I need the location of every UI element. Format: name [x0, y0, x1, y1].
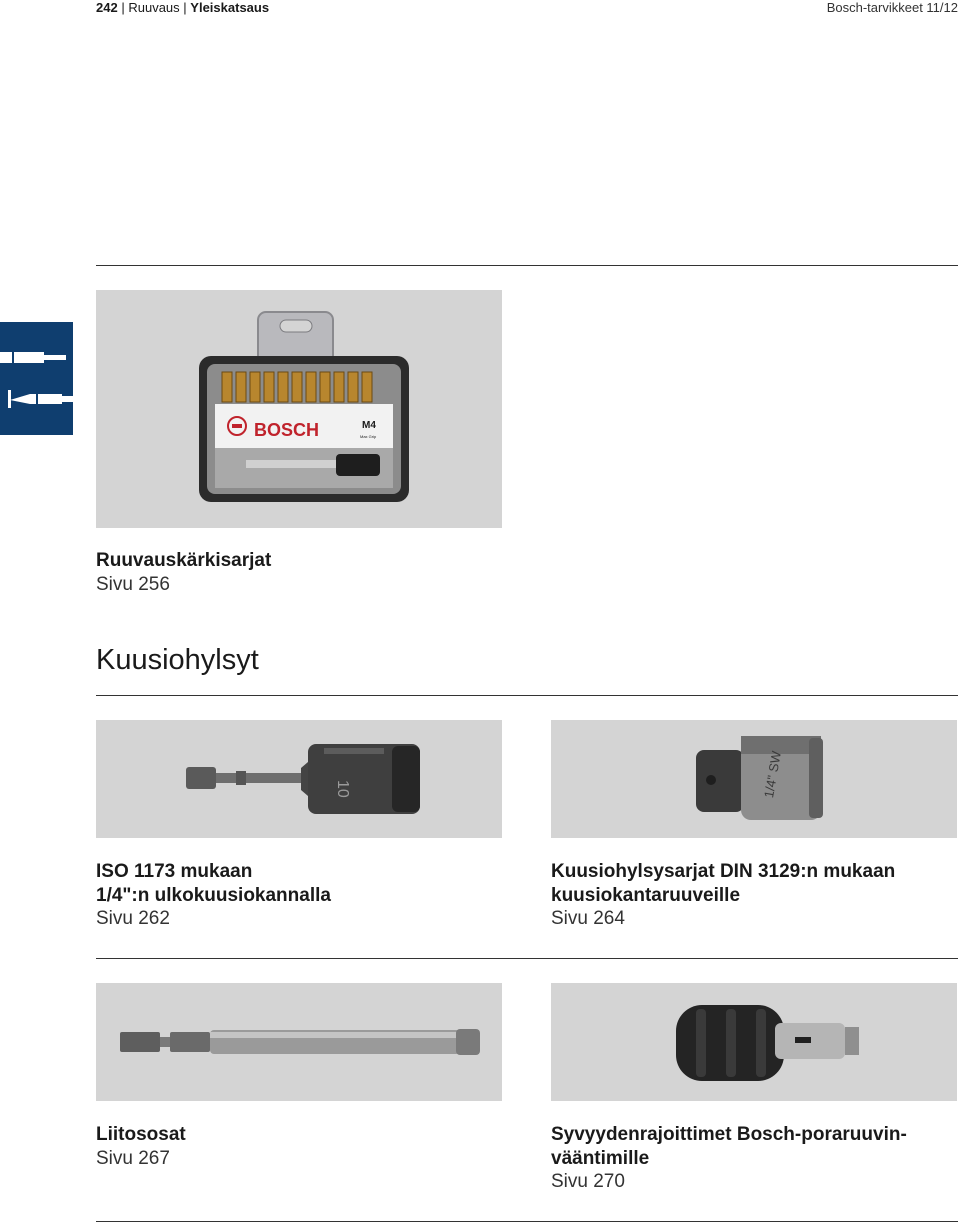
item-title-line2: 1/4":n ulkokuusiokannalla [96, 884, 331, 906]
item-page-ref: Sivu 256 [96, 573, 170, 595]
item-page-ref: Sivu 262 [96, 908, 170, 929]
box-brand: BOSCH [254, 420, 320, 440]
item-adapters [96, 1123, 186, 1170]
box-sublabel: Max Grip [360, 434, 377, 439]
photo-depth-stop [551, 983, 957, 1101]
header-section: Ruuvaus [128, 0, 180, 15]
socket-marking: 1/4" SW [761, 749, 785, 800]
chapter-tab-screwdriver-icon [0, 322, 73, 435]
item-bit-sets [96, 549, 271, 596]
item-title-line1: ISO 1173 mukaan [96, 861, 253, 882]
header-catalog: Bosch-tarvikkeet 11/12 [826, 0, 958, 15]
item-socket-sets [551, 860, 895, 931]
header-breadcrumb [96, 0, 269, 16]
item-title-line2: kuusiokantaruuveille [551, 884, 741, 906]
item-page-ref: Sivu 270 [551, 1171, 625, 1192]
box-label: M4 [362, 420, 376, 431]
item-page-ref: Sivu 264 [551, 908, 625, 929]
photo-extension [96, 983, 502, 1101]
item-page-ref: Sivu 267 [96, 1147, 170, 1169]
header-separator: | [183, 0, 187, 15]
photo-socket [551, 720, 957, 838]
item-title-line1: Kuusiohylsysarjat DIN 3129:n mukaan [551, 861, 896, 882]
page-number: 242 [96, 0, 118, 15]
header-subsection: Yleiskatsaus [190, 0, 270, 15]
nutsetter-size: 10 [334, 780, 351, 798]
page-header [96, 0, 958, 16]
item-title: Liitososat [96, 1124, 186, 1145]
photo-bit-set-box [96, 290, 502, 528]
divider [96, 1221, 958, 1222]
divider [96, 265, 958, 266]
divider [96, 695, 958, 696]
item-title-line1: Syvyydenrajoittimet Bosch-poraruuvin- [551, 1124, 907, 1145]
section-heading: Kuusiohylsyt [96, 644, 259, 676]
header-separator: | [121, 0, 125, 15]
item-title-line2: vääntimille [551, 1147, 650, 1169]
photo-nutsetter [96, 720, 502, 838]
item-nutsetters [96, 860, 331, 931]
item-depth-stops [551, 1123, 907, 1194]
divider [96, 958, 958, 959]
item-title: Ruuvauskärkisarjat [96, 550, 272, 571]
